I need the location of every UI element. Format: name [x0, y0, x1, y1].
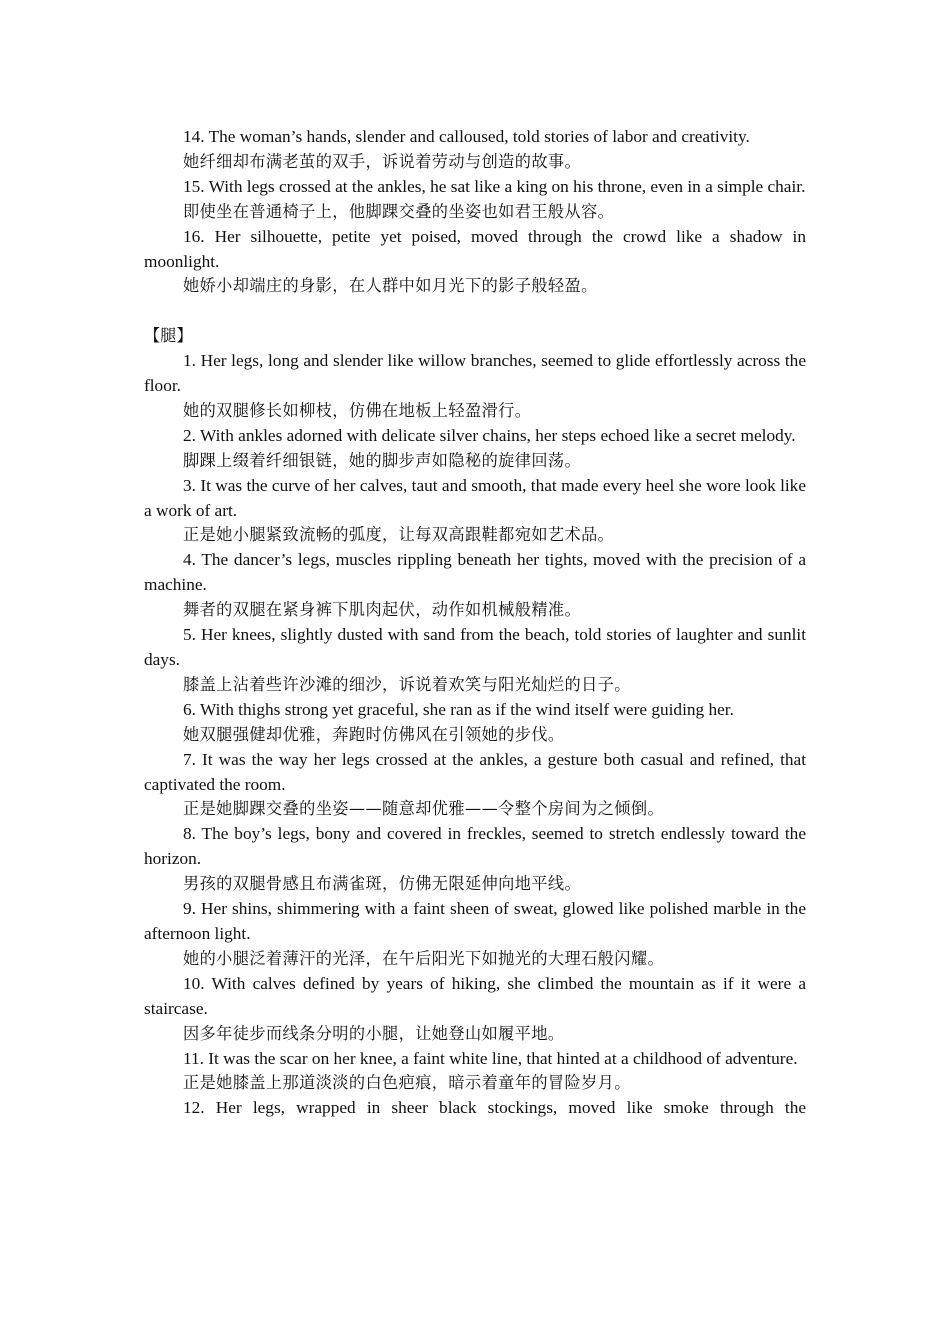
section-heading: 【腿】: [144, 326, 193, 346]
sentence-chinese: 即使坐在普通椅子上，他脚踝交叠的坐姿也如君王般从容。: [183, 201, 615, 221]
sentence-english: 1. Her legs, long and slender like willow branches, seemed to glide effortlessly across the floor.: [144, 351, 806, 396]
sentence-english: 15. With legs crossed at the ankles, he sat like a king on his throne, even in a simple chair.: [183, 176, 806, 196]
sentence-chinese: 正是她脚踝交叠的坐姿——随意却优雅——令整个房间为之倾倒。: [183, 799, 665, 819]
sentence-chinese: 她纤细却布满老茧的双手，诉说着劳动与创造的故事。: [183, 151, 582, 171]
sentence-english: 3. It was the curve of her calves, taut and smooth, that made every heel she wore look like a work of art.: [144, 475, 806, 520]
sentence-chinese: 舞者的双腿在紧身裤下肌肉起伏，动作如机械般精准。: [183, 600, 582, 620]
sentence-english: 5. Her knees, slightly dusted with sand from the beach, told stories of laughter and sunlit days.: [144, 625, 806, 670]
sentence-chinese: 膝盖上沾着些许沙滩的细沙，诉说着欢笑与阳光灿烂的日子。: [183, 674, 631, 694]
sentence-english: 14. The woman’s hands, slender and calloused, told stories of labor and creativity.: [183, 127, 750, 146]
sentence-chinese: 正是她膝盖上那道淡淡的白色疤痕，暗示着童年的冒险岁月。: [183, 1073, 631, 1093]
sentence-english-partial: 12. Her legs, wrapped in sheer black stockings, moved like smoke through the: [183, 1098, 806, 1118]
sentence-chinese: 男孩的双腿骨感且布满雀斑，仿佛无限延伸向地平线。: [183, 874, 582, 894]
sentence-english: 7. It was the way her legs crossed at the ankles, a gesture both casual and refined, that captivated the room.: [144, 749, 806, 794]
sentence-chinese: 脚踝上缀着纤细银链，她的脚步声如隐秘的旋律回荡。: [183, 450, 582, 470]
sentence-chinese: 她双腿强健却优雅，奔跑时仿佛风在引领她的步伐。: [183, 724, 565, 744]
sentence-english: 16. Her silhouette, petite yet poised, moved through the crowd like a shadow in moonlight.: [144, 226, 806, 271]
sentence-english: 11. It was the scar on her knee, a faint white line, that hinted at a childhood of adventure.: [183, 1048, 798, 1068]
sentence-chinese: 她的小腿泛着薄汗的光泽，在午后阳光下如抛光的大理石般闪耀。: [183, 948, 665, 968]
sentence-english: 4. The dancer’s legs, muscles rippling beneath her tights, moved with the precision of a machine.: [144, 550, 806, 595]
sentence-chinese: 她的双腿修长如柳枝，仿佛在地板上轻盈滑行。: [183, 400, 532, 420]
sentence-chinese: 正是她小腿紧致流畅的弧度，让每双高跟鞋都宛如艺术品。: [183, 525, 615, 545]
sentence-chinese: 她娇小却端庄的身影，在人群中如月光下的影子般轻盈。: [183, 276, 598, 296]
sentence-english: 8. The boy’s legs, bony and covered in freckles, seemed to stretch endlessly toward the horizon.: [144, 824, 806, 869]
legs-group: [144, 349, 806, 1121]
sentence-english: 10. With calves defined by years of hiking, she climbed the mountain as if it were a staircase.: [144, 973, 806, 1018]
document-page: [144, 125, 806, 1121]
hands-group: [144, 125, 806, 299]
sentence-english: 2. With ankles adorned with delicate silver chains, her steps echoed like a secret melody.: [183, 425, 796, 445]
sentence-english: 6. With thighs strong yet graceful, she ran as if the wind itself were guiding her.: [183, 699, 734, 719]
sentence-chinese: 因多年徒步而线条分明的小腿，让她登山如履平地。: [183, 1023, 565, 1043]
sentence-english: 9. Her shins, shimmering with a faint sheen of sweat, glowed like polished marble in the afternoon light.: [144, 899, 806, 943]
